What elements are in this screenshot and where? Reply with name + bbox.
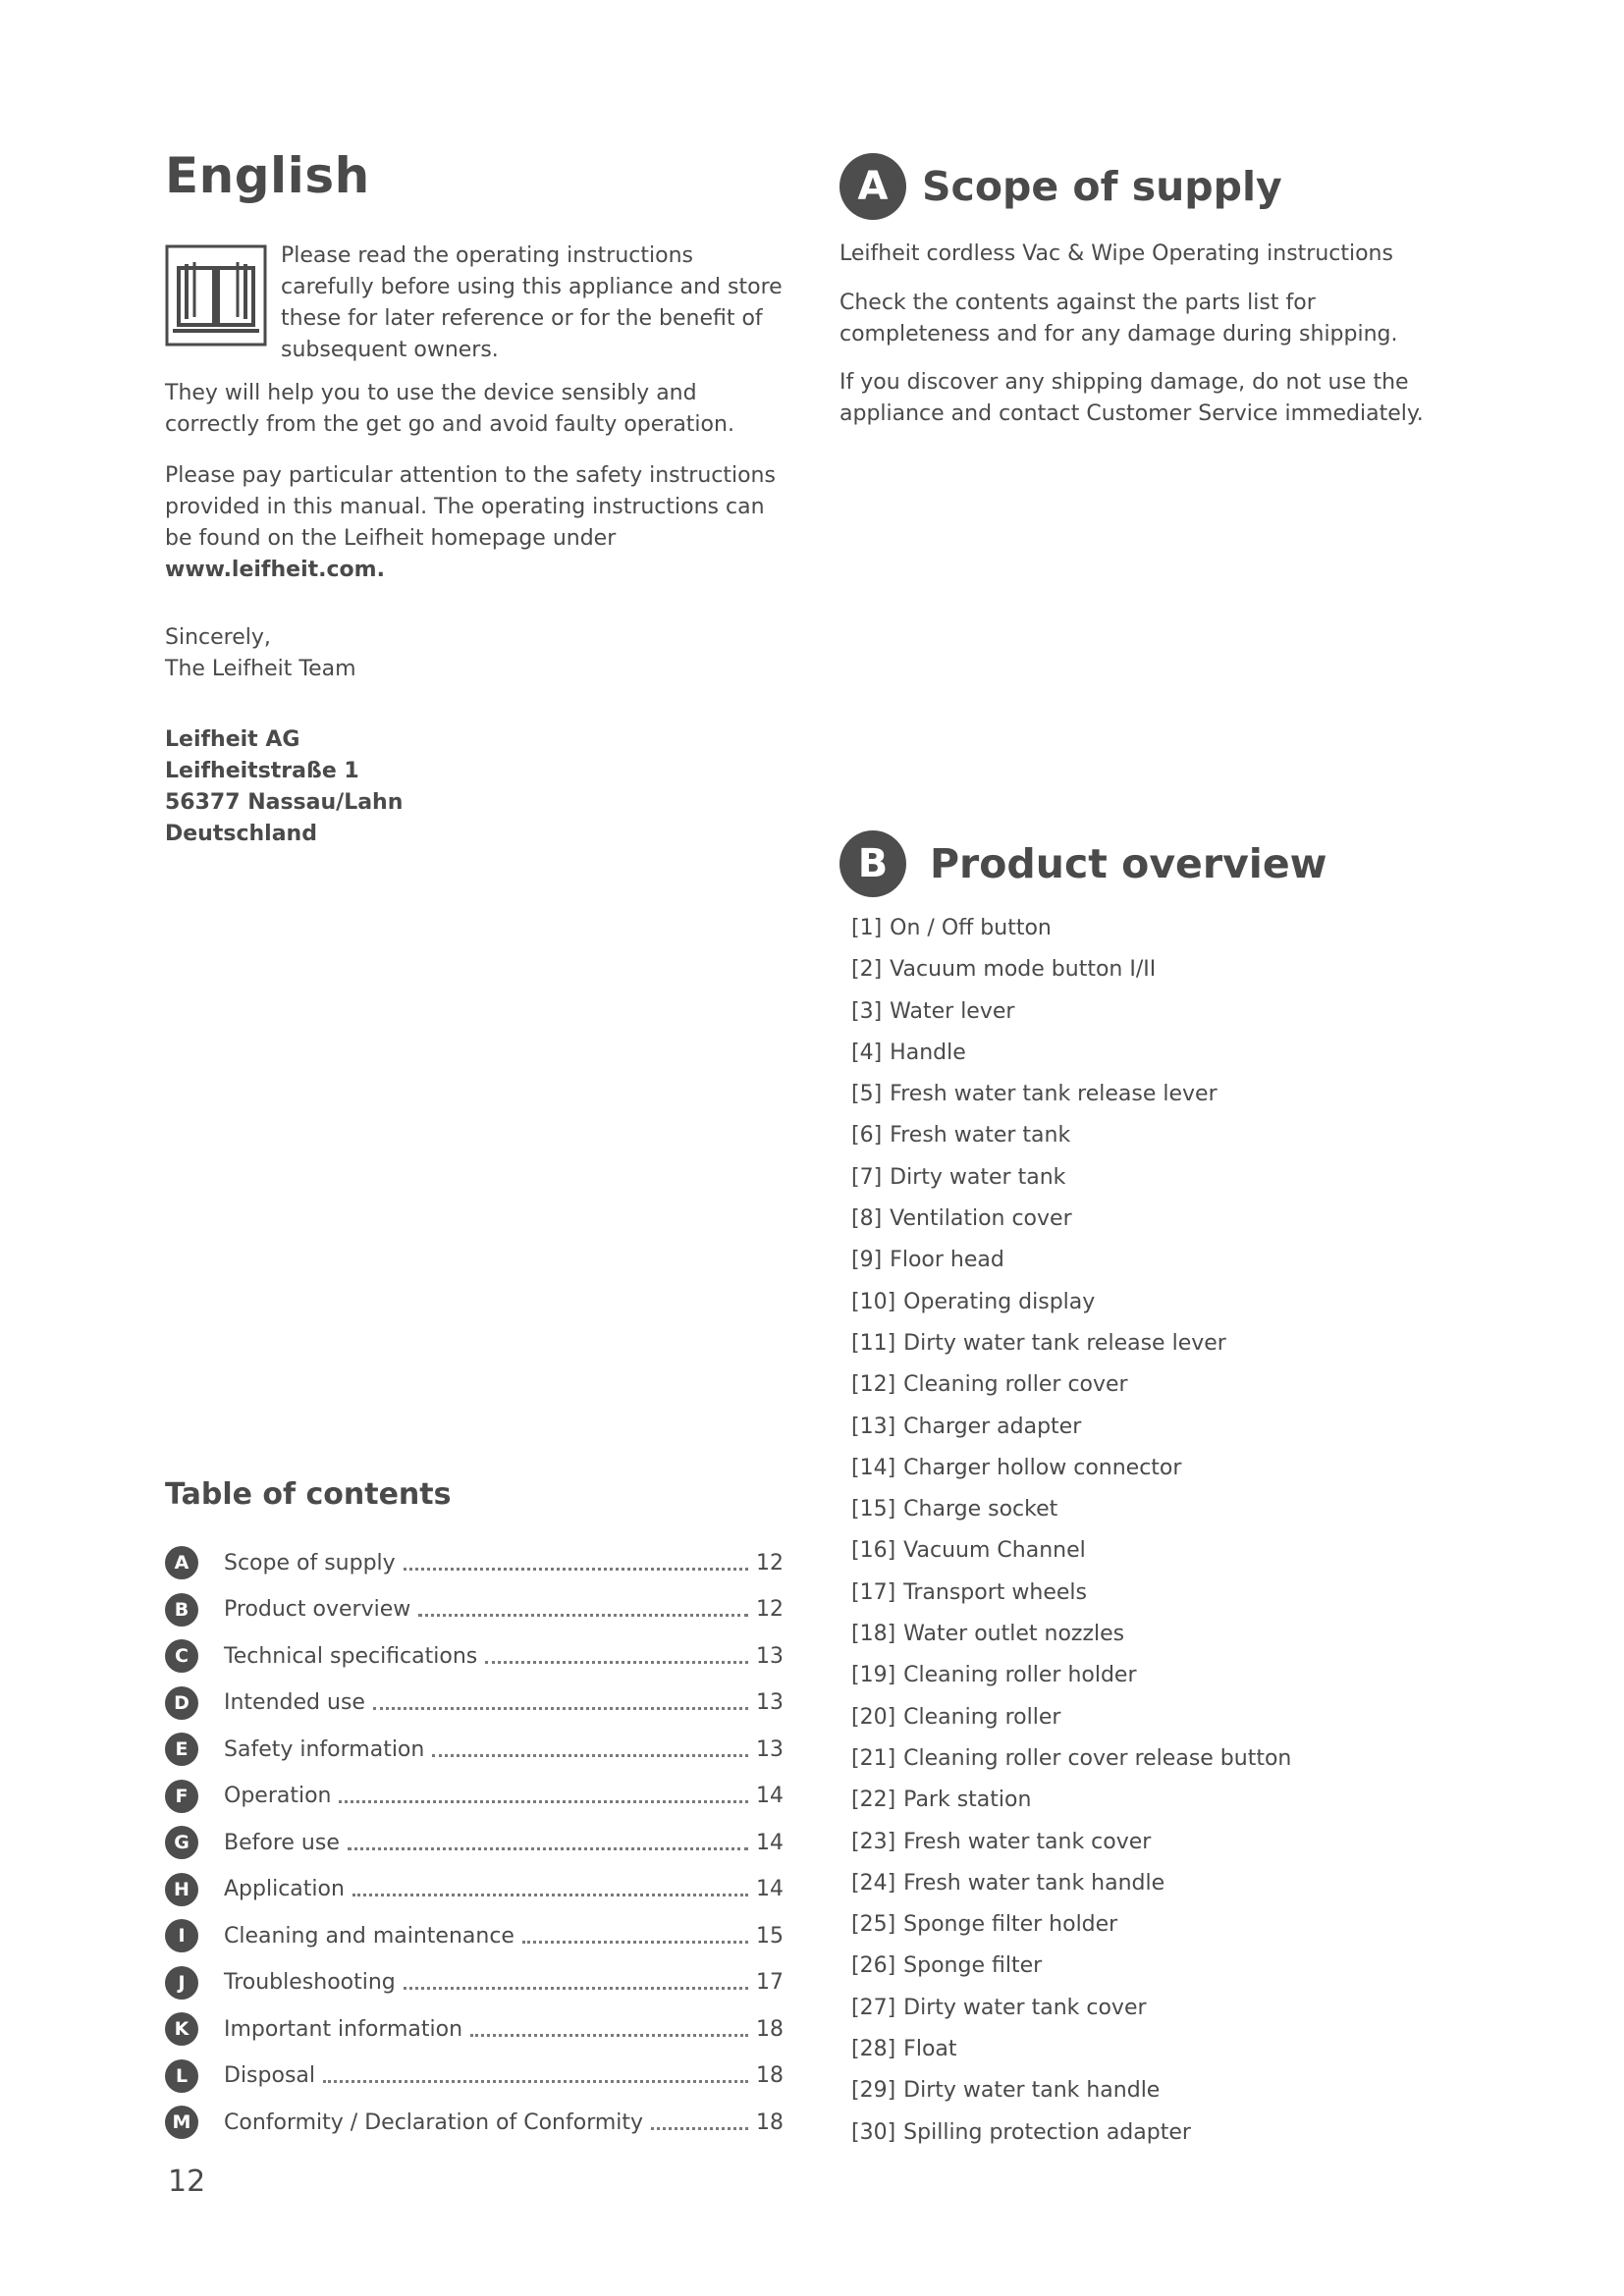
scope-paragraph-3: If you discover any shipping damage, do not use the appliance and contact Customer Service immediately. [839,370,1424,426]
toc-leader-dots [373,1707,748,1710]
intro-paragraph-2: They will help you to use the device sensibly and correctly from the get go and avoid faulty operation. [165,381,734,437]
part-label: Fresh water tank handle [903,1870,1165,1896]
toc-leader-dots [470,2034,748,2037]
toc-item[interactable] [165,1637,784,1684]
toc-row [224,2010,784,2048]
address-line-4: Deutschland [165,822,317,846]
toc-page: 18 [756,2016,784,2042]
part-item [851,1497,1291,1538]
part-label: Park station [903,1788,1032,1813]
toc-badge: I [165,1919,198,1952]
part-number: [11] [851,1330,896,1356]
toc-leader-dots [352,1894,748,1896]
part-item [851,1830,1291,1871]
part-label: Cleaning roller [903,1704,1061,1730]
part-item [851,916,1291,957]
part-number: [13] [851,1414,896,1439]
page-title: English [165,147,370,204]
part-label: Operating display [903,1289,1096,1314]
toc-leader-dots [651,2127,748,2130]
toc-label: Product overview [224,1597,411,1622]
toc-label: Conformity / Declaration of Conformity [224,2109,644,2135]
toc-item[interactable] [165,2104,784,2151]
part-number: [17] [851,1579,896,1605]
intro-paragraph-3 [165,460,784,586]
part-item [851,1165,1291,1206]
scope-paragraph-2: Check the contents against the parts list for completeness and for any damage during shipping. [839,291,1398,347]
toc-label: Disposal [224,2063,315,2088]
part-number: [10] [851,1289,896,1314]
toc-badge: E [165,1733,198,1766]
toc-row [224,2104,784,2141]
toc-label: Intended use [224,1690,365,1715]
address-line-2: Leifheitstraße 1 [165,759,359,783]
scope-paragraph-1: Leifheit cordless Vac & Wipe Operating instructions [839,241,1393,266]
part-number: [15] [851,1497,896,1522]
part-number: [1] [851,916,883,940]
part-item [851,1953,1291,1995]
toc-badge: A [165,1546,198,1579]
toc-label: Operation [224,1784,332,1808]
toc-item[interactable] [165,2057,784,2105]
part-number: [14] [851,1455,896,1480]
part-item [851,1248,1291,1289]
part-label: Dirty water tank cover [903,1995,1147,2020]
book-icon [165,244,267,347]
part-item [851,1290,1291,1331]
part-label: Fresh water tank cover [903,1829,1152,1854]
part-number: [30] [851,2119,896,2145]
page-number: 12 [168,2164,206,2199]
part-label: Dirty water tank handle [903,2078,1161,2104]
toc-page: 15 [756,1923,784,1949]
toc-badge: H [165,1873,198,1906]
part-item [851,1622,1291,1663]
toc-row [224,2057,784,2095]
toc-page: 13 [756,1690,784,1715]
toc-page: 18 [756,2063,784,2088]
parts-list [851,916,1291,2162]
part-item [851,1912,1291,1953]
part-label: Water outlet nozzles [903,1622,1125,1647]
part-item [851,1705,1291,1746]
toc-label: Technical specifications [224,1643,478,1669]
part-label: Cleaning roller cover [903,1372,1128,1398]
part-label: Dirty water tank release lever [903,1330,1226,1356]
section-b-badge: B [839,830,906,897]
part-number: [23] [851,1829,896,1854]
part-number: [4] [851,1040,883,1065]
toc-row [224,1964,784,2002]
toc-item[interactable] [165,1731,784,1778]
toc-label: Important information [224,2016,463,2042]
part-item [851,1206,1291,1248]
toc-item[interactable] [165,1871,784,1918]
toc-leader-dots [323,2080,748,2083]
part-item [851,999,1291,1041]
toc-leader-dots [339,1800,748,1803]
part-number: [26] [851,1953,896,1979]
part-label: Charge socket [903,1497,1058,1522]
toc-label: Cleaning and maintenance [224,1923,514,1949]
part-label: Cleaning roller holder [903,1663,1137,1688]
address-line-3: 56377 Nassau/Lahn [165,790,404,815]
toc-label: Safety information [224,1736,425,1762]
toc-leader-dots [404,1568,748,1571]
part-label: Dirty water tank [890,1164,1066,1190]
part-number: [27] [851,1995,896,2020]
toc-page: 17 [756,1970,784,1995]
part-number: [6] [851,1123,883,1148]
toc-item[interactable] [165,1778,784,1825]
toc-item[interactable] [165,1684,784,1732]
part-label: Spilling protection adapter [903,2119,1191,2145]
intro-paragraph-3-text: Please pay particular attention to the safety instructions provided in this manual. The operating instructions can be found on the Leifheit homepage under [165,463,776,551]
toc-row [224,1684,784,1722]
part-label: Floor head [890,1248,1004,1273]
toc-page: 12 [756,1550,784,1575]
part-number: [22] [851,1788,896,1813]
part-item [851,1788,1291,1829]
part-item [851,1746,1291,1788]
part-label: Ventilation cover [890,1206,1072,1232]
part-item [851,1871,1291,1912]
toc-badge: M [165,2106,198,2139]
part-number: [2] [851,957,883,983]
part-number: [8] [851,1206,883,1232]
part-label: Sponge filter [903,1953,1043,1979]
toc-item[interactable] [165,1964,784,2011]
part-item [851,1123,1291,1164]
part-label: Water lever [890,998,1015,1024]
toc-row [224,1637,784,1675]
part-label: Charger adapter [903,1414,1082,1439]
part-item [851,1538,1291,1579]
toc-title: Table of contents [165,1477,452,1512]
part-label: Fresh water tank [890,1123,1071,1148]
part-label: Vacuum mode button I/II [890,957,1157,983]
toc-badge: K [165,2012,198,2046]
part-number: [16] [851,1538,896,1564]
part-label: Float [903,2037,957,2062]
part-number: [18] [851,1622,896,1647]
toc-leader-dots [522,1941,748,1944]
part-number: [12] [851,1372,896,1398]
part-label: Vacuum Channel [903,1538,1086,1564]
address-line-1: Leifheit AG [165,727,300,752]
toc-row [224,1871,784,1908]
intro-paragraph-1: Please read the operating instructions carefully before using this appliance and store these for later reference or for the benefit of subsequent owners. [281,243,783,362]
toc-label: Troubleshooting [224,1970,396,1995]
part-number: [19] [851,1663,896,1688]
toc-page: 12 [756,1597,784,1622]
toc-label: Scope of supply [224,1550,396,1575]
toc-page: 14 [756,1877,784,1901]
part-item [851,2120,1291,2162]
toc-item[interactable] [165,1824,784,1871]
part-item [851,1041,1291,1082]
toc-leader-dots [348,1847,748,1850]
toc-label: Application [224,1877,345,1901]
closing-line-2: The Leifheit Team [165,657,356,681]
toc-page: 13 [756,1643,784,1669]
part-label: Charger hollow connector [903,1455,1182,1480]
section-b-title: Product overview [930,840,1327,887]
toc-row [224,1591,784,1629]
toc-row [224,1824,784,1861]
part-item [851,1331,1291,1372]
part-item [851,1456,1291,1497]
section-a-heading [839,152,1282,221]
part-number: [21] [851,1745,896,1771]
part-label: Transport wheels [903,1579,1087,1605]
toc-leader-dots [485,1661,748,1664]
part-label: On / Off button [890,916,1052,940]
part-label: Cleaning roller cover release button [903,1745,1292,1771]
toc-item[interactable] [165,1544,784,1591]
toc-page: 14 [756,1784,784,1808]
part-item [851,1580,1291,1622]
section-b-heading [839,829,1327,898]
toc-row [224,1544,784,1581]
toc-badge: C [165,1639,198,1673]
toc-page: 18 [756,2109,784,2135]
section-a-badge: A [839,153,906,220]
toc-item[interactable] [165,1917,784,1964]
part-number: [24] [851,1870,896,1896]
part-label: Fresh water tank release lever [890,1082,1218,1107]
part-number: [7] [851,1164,883,1190]
website-link[interactable]: www.leifheit.com. [165,558,385,582]
part-item [851,1372,1291,1414]
toc-page: 13 [756,1736,784,1762]
toc-row [224,1917,784,1954]
part-number: [9] [851,1248,883,1273]
toc-leader-dots [404,1987,748,1990]
part-item [851,957,1291,998]
toc-row [224,1731,784,1768]
toc-item[interactable] [165,1591,784,1638]
toc-label: Before use [224,1830,340,1855]
toc-leader-dots [432,1754,748,1757]
toc-badge: B [165,1593,198,1627]
part-item [851,1663,1291,1704]
part-number: [5] [851,1082,883,1107]
toc-badge: D [165,1686,198,1720]
part-label: Handle [890,1040,966,1065]
closing-line-1: Sincerely, [165,625,271,650]
part-label: Sponge filter holder [903,1912,1118,1938]
part-item [851,1996,1291,2037]
toc-item[interactable] [165,2010,784,2057]
part-item [851,1415,1291,1456]
toc-row [224,1778,784,1815]
toc-leader-dots [418,1614,748,1617]
part-item [851,2078,1291,2119]
toc-badge: F [165,1780,198,1813]
part-item [851,2037,1291,2078]
part-number: [29] [851,2078,896,2104]
toc-badge: G [165,1826,198,1859]
part-number: [3] [851,998,883,1024]
section-a-title: Scope of supply [922,163,1282,210]
toc-page: 14 [756,1830,784,1855]
part-number: [20] [851,1704,896,1730]
part-number: [28] [851,2037,896,2062]
toc-badge: J [165,1966,198,2000]
toc-list [165,1544,784,2151]
toc-badge: L [165,2059,198,2093]
part-number: [25] [851,1912,896,1938]
part-item [851,1082,1291,1123]
